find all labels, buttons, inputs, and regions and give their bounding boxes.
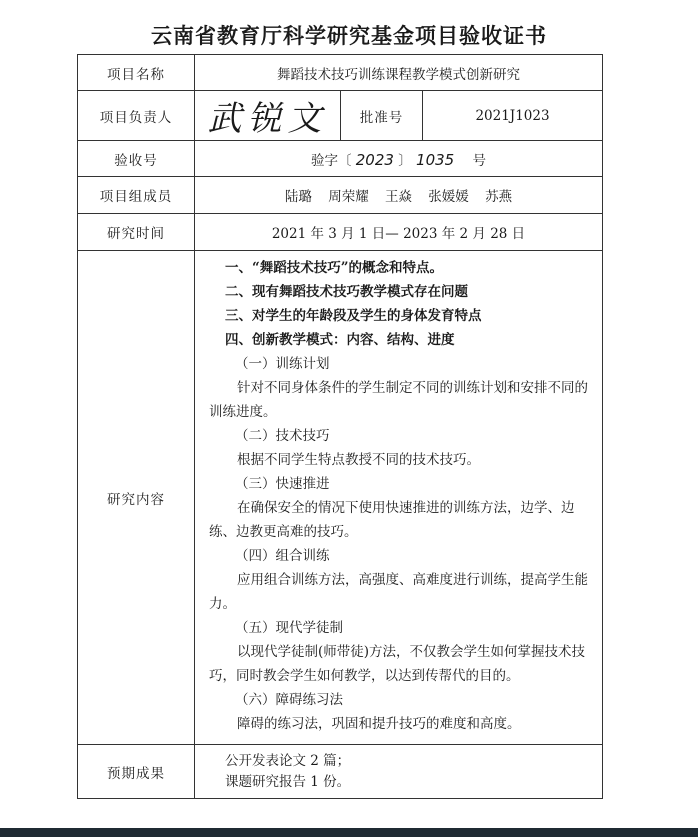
subsection-heading: （一）训练计划: [235, 355, 330, 372]
content-point: 三、对学生的年龄段及学生的身体发育特点: [225, 307, 482, 324]
subsection-heading: （三）快速推进: [235, 475, 330, 492]
acceptance-number: 1035: [416, 150, 455, 169]
member-name: 陆璐: [284, 189, 312, 205]
subsection-text: 以现代学徒制(师带徒)方法，不仅教会学生如何掌握技术技巧，同时教会学生如何教学，以达到传帮代的目的。: [209, 643, 586, 684]
label-acceptance-number: 验收号: [78, 141, 195, 177]
signature-text: 武锐文: [207, 99, 328, 139]
row-research-content: [78, 251, 603, 745]
row-project-name: [78, 55, 603, 91]
member-name: 苏燕: [485, 189, 513, 205]
value-expected-outcome: [195, 745, 603, 799]
subsection-text: 在确保安全的情况下使用快速推进的训练方法，边学、边练、边教更高难的技巧。: [209, 499, 575, 540]
acceptance-suffix: 号: [472, 152, 487, 169]
subsection-heading: （四）组合训练: [235, 547, 330, 564]
member-name: 王焱: [385, 189, 412, 205]
value-acceptance-number: [195, 141, 603, 177]
subsection-text: 障碍的练习法，巩固和提升技巧的难度和高度。: [237, 715, 521, 732]
subsection-text: 针对不同身体条件的学生制定不同的训练计划和安排不同的训练进度。: [209, 379, 588, 420]
label-expected-outcome: 预期成果: [78, 745, 195, 799]
value-members: [195, 177, 603, 214]
content-point: 一、“舞蹈技术技巧”的概念和特点。: [225, 259, 444, 276]
subsection-text: 根据不同学生特点教授不同的技术技巧。: [237, 451, 480, 468]
leader-signature: [195, 91, 341, 141]
member-name: 张媛媛: [428, 189, 469, 205]
label-project-name: 项目名称: [78, 55, 195, 91]
subsection-text: 应用组合训练方法，高强度、高难度进行训练，提高学生能力。: [209, 571, 588, 612]
row-members: [78, 177, 603, 214]
outcome-line: 课题研究报告 1 份。: [225, 773, 351, 790]
subsection-heading: （二）技术技巧: [235, 427, 330, 444]
label-members: 项目组成员: [78, 177, 195, 214]
value-research-period: 2021 年 3 月 1 日— 2023 年 2 月 28 日: [195, 214, 603, 251]
row-expected-outcome: [78, 745, 603, 799]
row-research-period: [78, 214, 603, 251]
scan-edge-shadow: [0, 828, 698, 837]
row-project-leader: [78, 91, 603, 141]
content-point: 四、创新教学模式：内容、结构、进度: [225, 331, 455, 348]
label-research-period: 研究时间: [78, 214, 195, 251]
label-approval-number: 批准号: [341, 91, 423, 141]
row-acceptance-number: [78, 141, 603, 177]
outcome-line: 公开发表论文 2 篇；: [225, 752, 351, 769]
acceptance-year: 2023: [355, 150, 394, 169]
label-research-content: 研究内容: [78, 251, 195, 745]
value-research-content: [195, 251, 603, 745]
value-project-name: 舞蹈技术技巧训练课程教学模式创新研究: [195, 55, 603, 91]
value-approval-number: 2021J1023: [423, 91, 603, 141]
document-title: 云南省教育厅科学研究基金项目验收证书: [151, 23, 547, 48]
label-project-leader: 项目负责人: [78, 91, 195, 141]
acceptance-mid: 〕: [398, 152, 412, 169]
certificate-table: [77, 54, 603, 799]
member-name: 周荣耀: [328, 189, 369, 205]
subsection-heading: （六）障碍练习法: [235, 691, 343, 708]
subsection-heading: （五）现代学徒制: [235, 619, 343, 636]
content-point: 二、现有舞蹈技术技巧教学模式存在问题: [225, 283, 468, 300]
acceptance-prefix: 验字〔: [310, 152, 352, 169]
